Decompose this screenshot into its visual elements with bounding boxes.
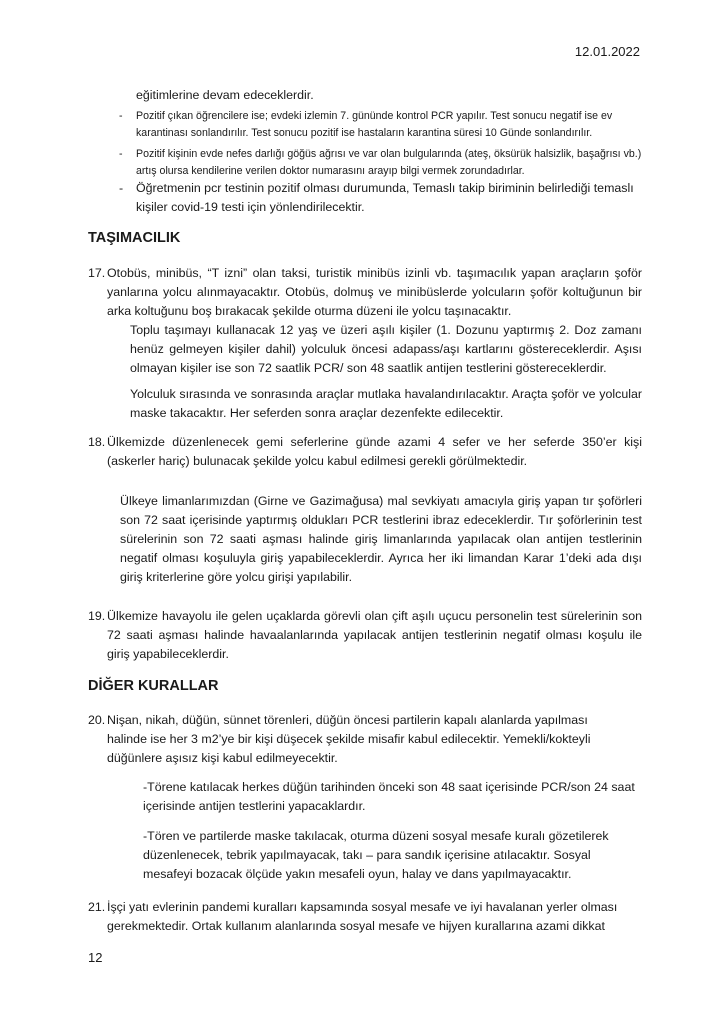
item-number: 21.: [88, 900, 106, 914]
bullet-text: Öğretmenin pcr testinin pozitif olması durumunda, Temaslı takip biriminin belirlediği temaslı kişiler covid-19 testi için yönlendirilecektir.: [136, 181, 634, 214]
item-text: İşçi yatı evlerinin pandemi kuralları kapsamında sosyal mesafe ve iyi havalanan yerler olması gerekmektedir. Ortak kullanım alanlarında sosyal mesafe ve hijyen kurallarına azami dikkat: [107, 900, 618, 933]
item-number: 19.: [88, 609, 106, 623]
section-heading: TAŞIMACILIK: [88, 230, 181, 246]
document-date: 12.01.2022: [574, 44, 640, 59]
item-number: 18.: [88, 435, 106, 449]
item-subparagraph: Yolculuk sırasında ve sonrasında araçlar mutlaka havalandırılacaktır. Araçta şoför ve yolcular maske takacaktır. Her seferden sonra araçlar dezenfekte edilecektir.: [130, 387, 642, 420]
item-number: 20.: [88, 713, 106, 727]
intro-continuation: eğitimlerine devam edeceklerdir.: [136, 88, 314, 102]
item-number: 17.: [88, 266, 106, 280]
bullet-marker: -: [119, 110, 123, 122]
item-subparagraph: -Tören ve partilerde maske takılacak, oturma düzeni sosyal mesafe kuralı gözetilerek düzenlenecek, tebrik yapılmayacak, takı – para sandık içerisine atılacaktır. Sosyal mesafeyi bozacak ölçüde yakın mesafeli oyun, halay ve dans yapılmayacaktır.: [143, 829, 609, 881]
bullet-text: Pozitif çıkan öğrencilere ise; evdeki izlemin 7. gününde kontrol PCR yapılır. Test sonucu negatif ise ev karantinası sonlandırılır. Test sonucu pozitif ise hastaların karantina süresi 10 Günde sonlandırılır.: [136, 110, 613, 139]
item-text: Ülkemize havayolu ile gelen uçaklarda görevli olan çift aşılı uçucu personelin test sürelerinin son 72 saati aşması halinde havaalanlarında yapılacak antijen testlerinin negatif olması koşulu ile giriş yapabileceklerdir.: [107, 609, 642, 661]
item-text: Ülkemizde düzenlenecek gemi seferlerine günde azami 4 sefer ve her seferde 350’er kişi (askerler hariç) bulunacak şekilde yolcu kabul edilmesi gerekli görülmektedir.: [107, 435, 642, 468]
bullet-text: Pozitif kişinin evde nefes darlığı göğüs ağrısı ve var olan bulgularında (ateş, öksürük halsizlik, başağrısı vb.) artış olursa kendilerine verilen doktor numarasını arayıp bilgi vermek zorundadırlar.: [136, 148, 642, 177]
item-subparagraph: -Törene katılacak herkes düğün tarihinden önceki son 48 saat içerisinde PCR/son 24 saat içerisinde antijen testlerini yapacaklardır.: [143, 780, 635, 813]
item-text: Otobüs, minibüs, “T izni” olan taksi, turistik minibüs izinli vb. taşımacılık yapan araçların şoför yanlarına yolcu alınmayacaktır. Otobüs, dolmuş ve minibüslerde yolcuların şoför koltuğunun bir arka koltuğunu boş bırakacak şekilde oturma düzeni ile yolcu taşınacaktır.: [107, 266, 642, 318]
bullet-marker: -: [119, 181, 124, 195]
section-heading: DİĞER KURALLAR: [88, 678, 219, 694]
item-text: Nişan, nikah, düğün, sünnet törenleri, düğün öncesi partilerin kapalı alanlarda yapılması halinde ise her 3 m2’ye bir kişi düşecek şekilde misafir kabul edilecektir. Yemekli/kokteyli düğünlere aşısız kişi kabul edilmeyecektir.: [107, 713, 591, 765]
bullet-marker: -: [119, 148, 123, 160]
page-number: 12: [88, 950, 103, 965]
item-subparagraph: Ülkeye limanlarımızdan (Girne ve Gazimağusa) mal sevkiyatı amacıyla giriş yapan tır şoförleri son 72 saat içerisinde yaptırmış oldukları PCR testlerini ibraz edeceklerdir. Tır şoförlerinin test sürelerinin son 72 saati aşması halinde giriş limanlarında yapılacak olan antijen testlerinin negatif olması koşuluyla giriş yapabileceklerdir. Ayrıca her iki limandan Karar 1’deki ada dışı giriş kriterlerine göre yolcu girişi yapılabilir.: [120, 494, 642, 584]
item-subparagraph: Toplu taşımayı kullanacak 12 yaş ve üzeri aşılı kişiler (1. Dozunu yaptırmış 2. Doz zamanı henüz gelmeyen kişiler dahil) yolculuk öncesi adapass/aşı kartlarını göstereceklerdir. Aşısı olmayan kişiler ise son 72 saatlik PCR/ son 48 saatlik antijen testlerini göstereceklerdir.: [130, 323, 642, 375]
